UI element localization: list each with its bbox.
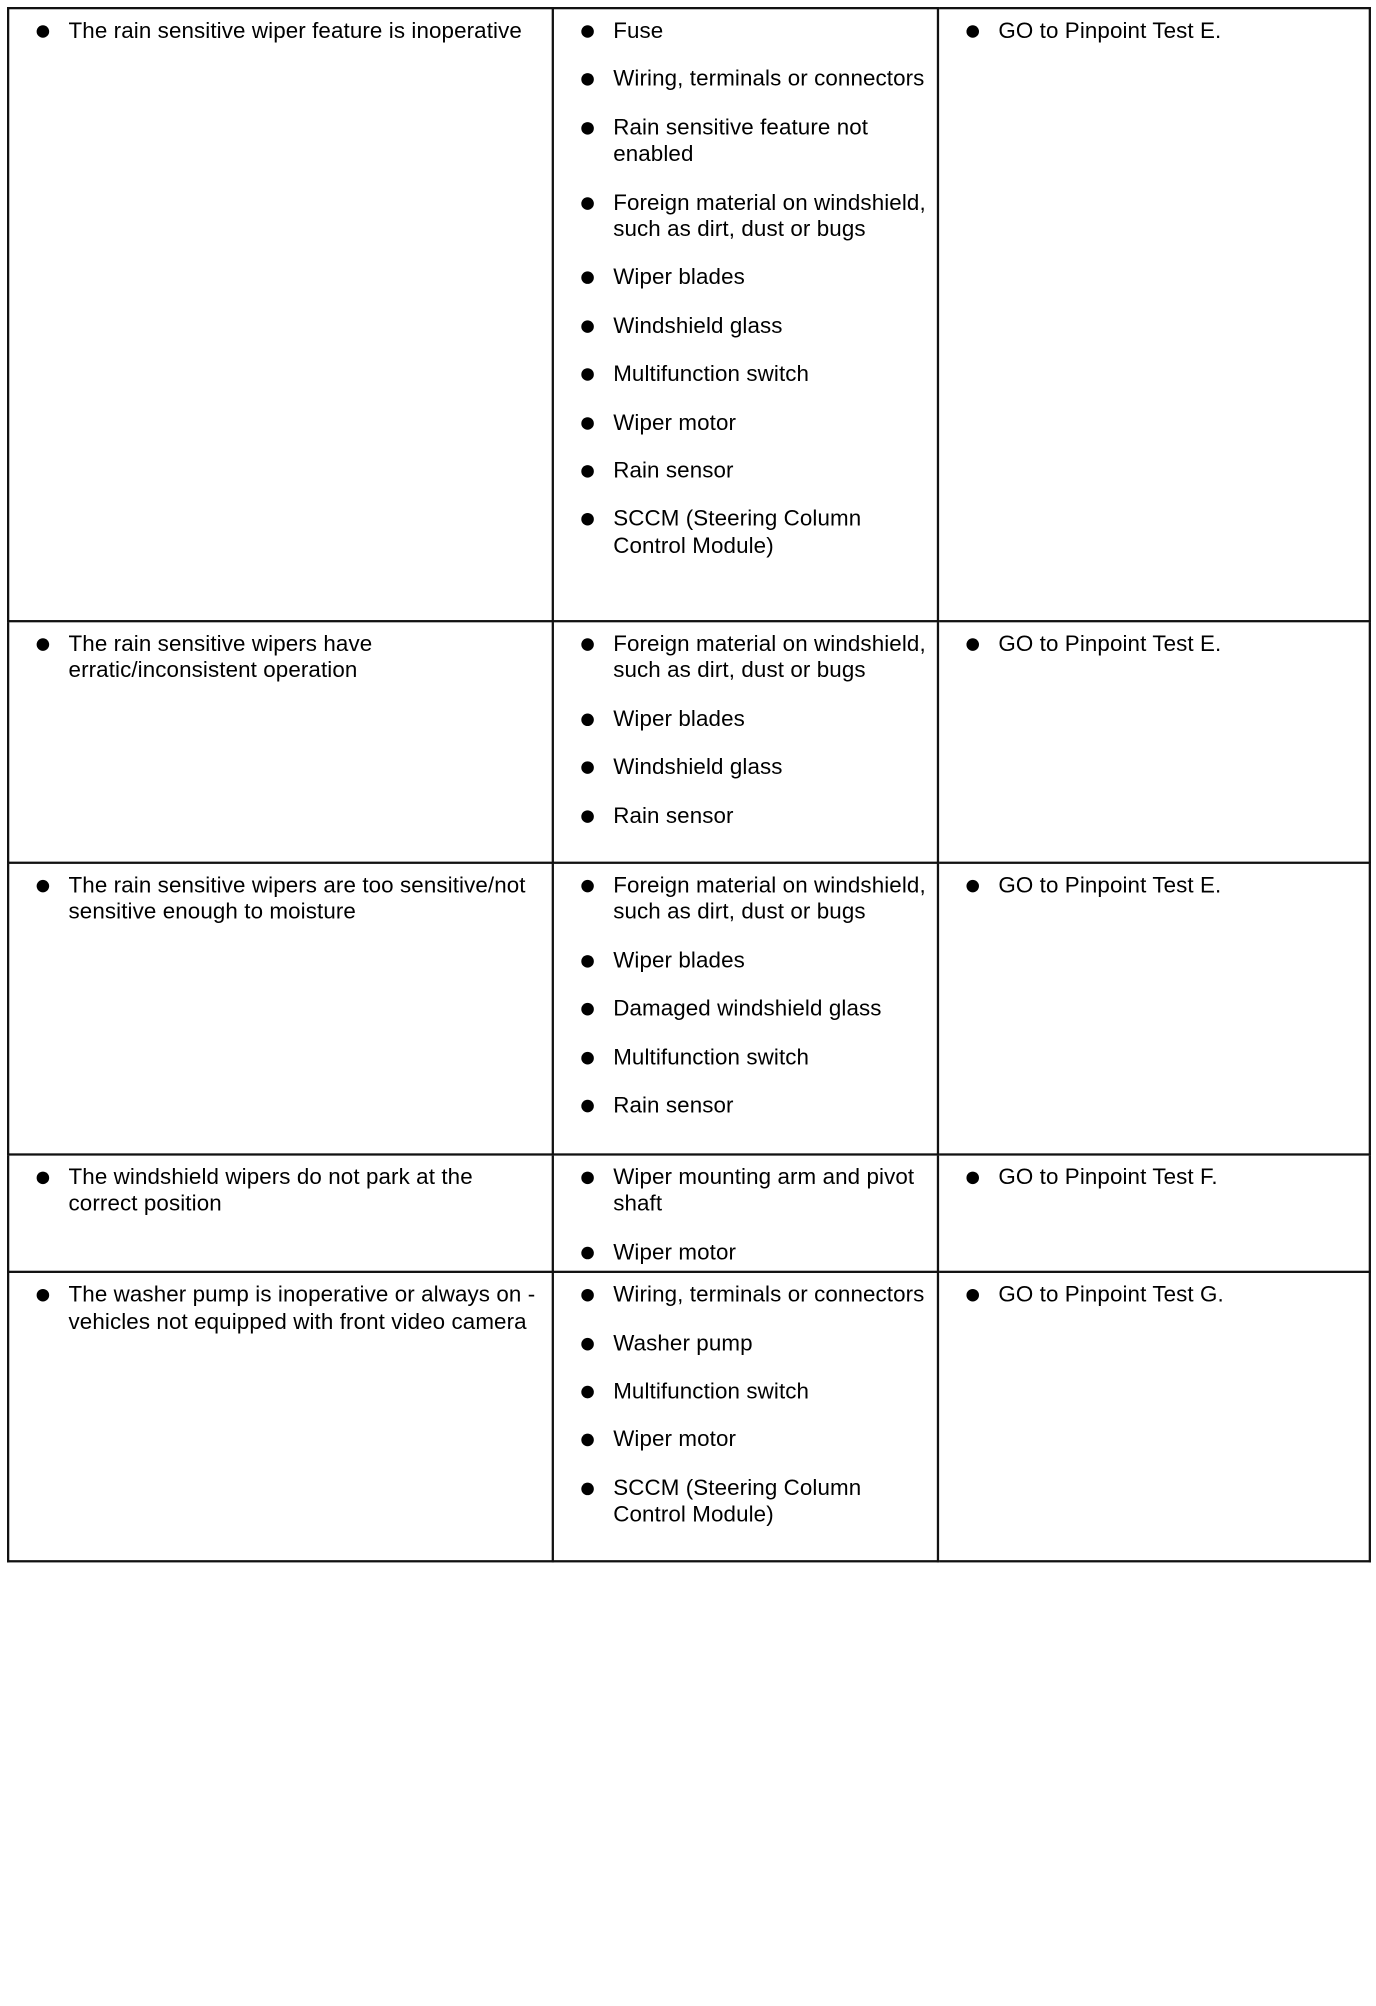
cause-text: Wiper blades	[613, 948, 745, 974]
table-row	[8, 863, 1370, 1155]
list-item	[554, 996, 928, 1023]
cause-text: Multifunction switch	[613, 361, 810, 387]
list-item	[939, 631, 1359, 658]
list-item	[9, 1165, 542, 1218]
cause-text: Wiper motor	[613, 409, 737, 436]
list-item	[939, 18, 1359, 45]
bullet-icon	[581, 1386, 594, 1399]
cause-text: Multifunction switch	[613, 1044, 810, 1070]
document-page	[7, 7, 1376, 2006]
bullet-icon	[37, 880, 50, 893]
list-item	[554, 18, 928, 45]
cause-text: Multifunction switch	[613, 1378, 810, 1405]
symptom-cell	[8, 8, 553, 621]
table-row	[8, 1154, 1370, 1272]
list-item	[554, 948, 928, 975]
table-row	[8, 8, 1370, 621]
list-item	[554, 1476, 928, 1529]
bullet-icon	[581, 713, 594, 726]
list-item	[554, 803, 928, 830]
symptom-text: The rain sensitive wiper feature is inoperative	[68, 18, 522, 44]
cause-text: Washer pump	[613, 1330, 753, 1356]
bullet-icon	[966, 638, 979, 651]
bullet-icon	[581, 1434, 594, 1447]
cause-text: Foreign material on windshield, such as dirt, dust or bugs	[613, 873, 926, 925]
list-item	[554, 507, 928, 560]
cause-text: Rain sensor	[613, 458, 734, 484]
cause-text: Foreign material on windshield, such as dirt, dust or bugs	[613, 190, 926, 242]
bullet-icon	[581, 74, 594, 87]
cause-text: Foreign material on windshield, such as dirt, dust or bugs	[613, 631, 926, 684]
bullet-icon	[581, 513, 594, 526]
list-item	[9, 1282, 542, 1335]
action-text: GO to Pinpoint Test E.	[998, 873, 1222, 899]
bullet-icon	[581, 320, 594, 333]
table-row	[8, 1272, 1370, 1561]
action-text: GO to Pinpoint Test E.	[998, 631, 1222, 657]
action-cell	[938, 8, 1370, 621]
list-item	[554, 706, 928, 733]
symptom-text: The washer pump is inoperative or always on - vehicles not equipped with front video camera	[68, 1282, 536, 1335]
bullet-icon	[966, 1289, 979, 1302]
cause-text: Rain sensitive feature not enabled	[613, 115, 869, 167]
list-item	[939, 1165, 1359, 1192]
action-text: GO to Pinpoint Test F.	[998, 1164, 1218, 1190]
symptom-text: The rain sensitive wipers are too sensitive/not sensitive enough to moisture	[68, 873, 526, 925]
list-item	[554, 458, 928, 485]
symptom-text: The rain sensitive wipers have erratic/inconsistent operation	[68, 631, 373, 684]
bullet-icon	[581, 197, 594, 210]
action-cell	[938, 621, 1370, 863]
list-item	[554, 410, 928, 437]
bullet-icon	[581, 1100, 594, 1113]
list-item	[554, 1282, 928, 1309]
bullet-icon	[37, 1289, 50, 1302]
bullet-icon	[37, 25, 50, 38]
list-item	[554, 1331, 928, 1358]
bullet-icon	[966, 880, 979, 893]
bullet-icon	[966, 1172, 979, 1185]
action-cell	[938, 1272, 1370, 1561]
symptom-text: The windshield wipers do not park at the correct position	[68, 1164, 473, 1217]
possible-source-cell	[553, 621, 938, 863]
bullet-icon	[581, 810, 594, 823]
bullet-icon	[581, 272, 594, 285]
cause-text: Wiper motor	[613, 1427, 737, 1453]
possible-source-cell	[553, 1154, 938, 1272]
bullet-icon	[581, 1051, 594, 1064]
list-item	[554, 1093, 928, 1120]
bullet-icon	[581, 417, 594, 430]
list-item	[554, 115, 928, 168]
list-item	[554, 313, 928, 340]
symptom-chart-table	[7, 7, 1371, 1563]
cause-text: Wiring, terminals or connectors	[613, 1282, 925, 1308]
possible-source-cell	[553, 1272, 938, 1561]
cause-text: Windshield glass	[613, 754, 783, 780]
list-item	[554, 1240, 928, 1267]
bullet-icon	[581, 1482, 594, 1495]
list-item	[554, 1379, 928, 1406]
cause-text: Rain sensor	[613, 803, 734, 829]
action-text: GO to Pinpoint Test E.	[998, 18, 1222, 44]
cause-text: Rain sensor	[613, 1092, 734, 1119]
list-item	[9, 631, 542, 684]
bullet-icon	[581, 1247, 594, 1260]
cause-text: Wiring, terminals or connectors	[613, 66, 925, 92]
list-item	[9, 18, 542, 45]
list-item	[9, 873, 542, 926]
bullet-icon	[581, 122, 594, 135]
bullet-icon	[581, 1172, 594, 1185]
possible-source-cell	[553, 8, 938, 621]
cause-text: Damaged windshield glass	[613, 996, 882, 1022]
bullet-icon	[581, 1289, 594, 1302]
table-row	[8, 621, 1370, 863]
list-item	[554, 362, 928, 389]
action-cell	[938, 1154, 1370, 1272]
bullet-icon	[966, 25, 979, 38]
cause-text: Wiper blades	[613, 706, 745, 732]
list-item	[939, 873, 1359, 900]
bullet-icon	[581, 369, 594, 382]
list-item	[939, 1282, 1359, 1309]
bullet-icon	[37, 638, 50, 651]
bullet-icon	[581, 25, 594, 38]
list-item	[554, 873, 928, 926]
bullet-icon	[581, 638, 594, 651]
bullet-icon	[581, 1003, 594, 1016]
cause-text: Wiper blades	[613, 265, 745, 291]
list-item	[554, 265, 928, 292]
bullet-icon	[581, 762, 594, 775]
list-item	[554, 190, 928, 243]
list-item	[554, 1045, 928, 1072]
list-item	[554, 631, 928, 684]
bullet-icon	[581, 955, 594, 968]
symptom-cell	[8, 1272, 553, 1561]
list-item	[554, 67, 928, 94]
cause-text: SCCM (Steering Column Control Module)	[613, 506, 862, 559]
bullet-icon	[581, 1338, 594, 1351]
bullet-icon	[581, 465, 594, 478]
possible-source-cell	[553, 863, 938, 1155]
cause-text: SCCM (Steering Column Control Module)	[613, 1475, 862, 1528]
symptom-cell	[8, 863, 553, 1155]
bullet-icon	[37, 1172, 50, 1185]
symptom-cell	[8, 621, 553, 863]
list-item	[554, 755, 928, 782]
bullet-icon	[581, 880, 594, 893]
cause-text: Fuse	[613, 18, 664, 44]
list-item	[554, 1427, 928, 1454]
symptom-cell	[8, 1154, 553, 1272]
cause-text: Windshield glass	[613, 313, 783, 339]
action-cell	[938, 863, 1370, 1155]
action-text: GO to Pinpoint Test G.	[998, 1282, 1224, 1308]
cause-text: Wiper mounting arm and pivot shaft	[613, 1164, 915, 1217]
list-item	[554, 1165, 928, 1218]
cause-text: Wiper motor	[613, 1239, 737, 1265]
